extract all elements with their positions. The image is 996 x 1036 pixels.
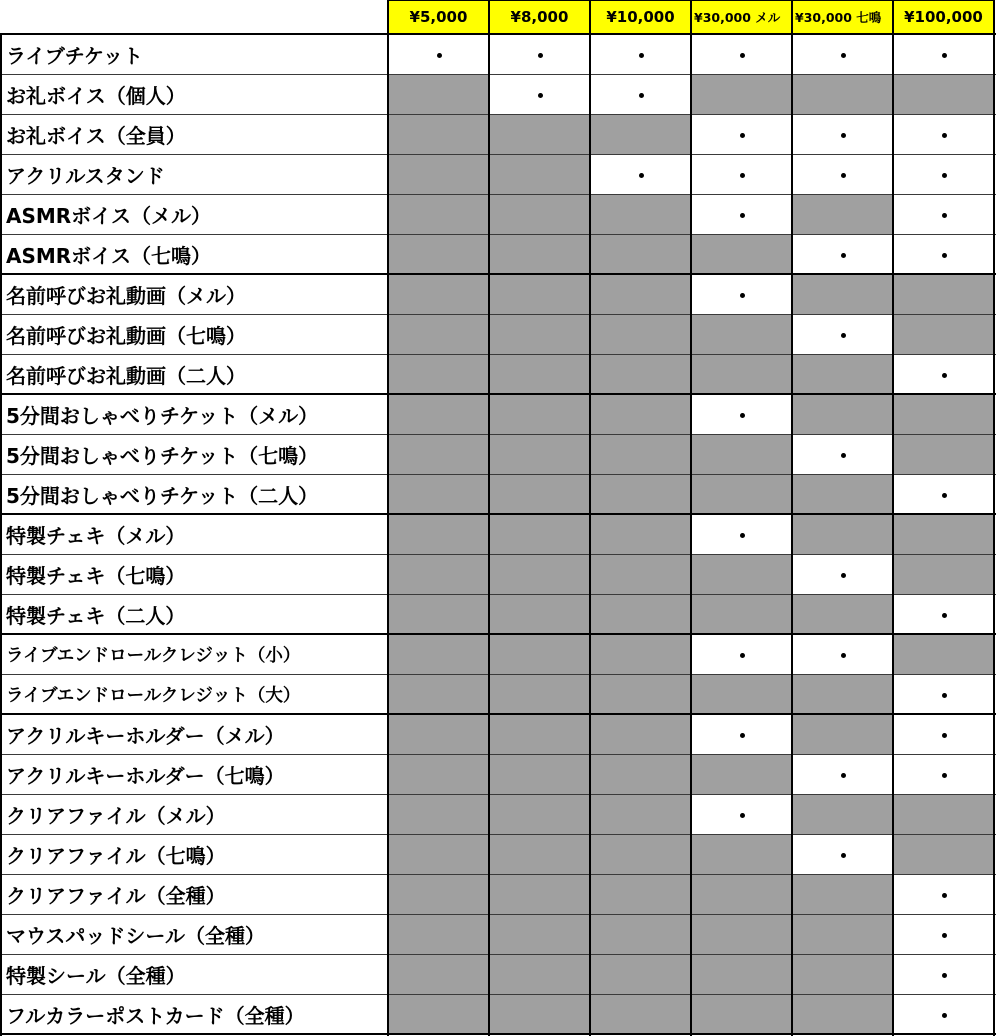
excluded-cell <box>489 354 590 394</box>
row-label-text: 特製チェキ（二人） <box>6 603 186 628</box>
excluded-cell <box>691 834 792 874</box>
included-cell <box>792 634 893 674</box>
included-cell <box>691 274 792 314</box>
column-header-label: ¥100,000 <box>904 8 983 26</box>
excluded-cell <box>590 474 691 514</box>
bullet-icon <box>942 613 947 618</box>
included-cell <box>590 34 691 74</box>
included-cell <box>792 834 893 874</box>
excluded-cell <box>691 474 792 514</box>
row-label-text: お礼ボイス（個人） <box>6 83 186 108</box>
included-cell <box>691 714 792 754</box>
excluded-cell <box>489 474 590 514</box>
excluded-cell <box>590 394 691 434</box>
excluded-cell <box>489 394 590 434</box>
row-divider <box>0 554 996 555</box>
excluded-cell <box>388 834 489 874</box>
row-label <box>0 834 388 874</box>
bullet-icon <box>740 813 745 818</box>
bullet-icon <box>841 253 846 258</box>
row-label-text: 名前呼びお礼動画（メル） <box>6 283 246 308</box>
row-label <box>0 914 388 954</box>
column-divider <box>690 0 692 1036</box>
included-cell <box>893 594 994 634</box>
group-divider <box>0 633 996 635</box>
row-label-text: 5分間おしゃべりチケット（二人） <box>6 483 319 508</box>
bullet-icon <box>841 173 846 178</box>
excluded-cell <box>388 234 489 274</box>
row-divider <box>0 834 996 835</box>
excluded-cell <box>489 314 590 354</box>
row-label-text: マウスパッドシール（全種） <box>6 923 265 948</box>
excluded-cell <box>792 594 893 634</box>
excluded-cell <box>388 514 489 554</box>
bullet-icon <box>740 213 745 218</box>
included-cell <box>893 354 994 394</box>
excluded-cell <box>590 754 691 794</box>
row-label <box>0 794 388 834</box>
row-divider <box>0 914 996 915</box>
row-label-text: 特製シール（全種） <box>6 963 186 988</box>
row-label-text: ライブエンドロールクレジット（大） <box>6 685 301 706</box>
column-header <box>792 0 893 34</box>
included-cell <box>792 34 893 74</box>
included-cell <box>893 114 994 154</box>
excluded-cell <box>691 74 792 114</box>
row-divider <box>0 994 996 995</box>
bullet-icon <box>942 53 947 58</box>
row-label <box>0 114 388 154</box>
row-label <box>0 994 388 1034</box>
row-label <box>0 874 388 914</box>
column-header-label: ¥30,000 七鳴 <box>795 10 882 25</box>
column-divider <box>993 0 995 1036</box>
excluded-cell <box>489 514 590 554</box>
column-divider <box>0 34 2 1036</box>
excluded-cell <box>489 754 590 794</box>
row-label <box>0 194 388 234</box>
bullet-icon <box>639 173 644 178</box>
bullet-icon <box>841 773 846 778</box>
bullet-icon <box>841 453 846 458</box>
included-cell <box>691 794 792 834</box>
included-cell <box>893 994 994 1034</box>
excluded-cell <box>489 634 590 674</box>
excluded-cell <box>590 594 691 634</box>
row-label <box>0 354 388 394</box>
excluded-cell <box>893 514 994 554</box>
excluded-cell <box>388 794 489 834</box>
excluded-cell <box>792 514 893 554</box>
row-label-text: クリアファイル（メル） <box>6 803 226 828</box>
row-label <box>0 514 388 554</box>
excluded-cell <box>590 274 691 314</box>
row-label <box>0 314 388 354</box>
bullet-icon <box>942 733 947 738</box>
excluded-cell <box>388 274 489 314</box>
included-cell <box>691 394 792 434</box>
row-label-text: フルカラーポストカード（全種） <box>6 1003 305 1028</box>
excluded-cell <box>489 874 590 914</box>
excluded-cell <box>489 194 590 234</box>
row-label-text: クリアファイル（全種） <box>6 883 226 908</box>
bullet-icon <box>942 693 947 698</box>
column-divider <box>791 0 793 1036</box>
included-cell <box>893 714 994 754</box>
excluded-cell <box>489 114 590 154</box>
excluded-cell <box>388 874 489 914</box>
included-cell <box>388 34 489 74</box>
column-header-label: ¥5,000 <box>409 8 468 26</box>
row-label-text: お礼ボイス（全員） <box>6 123 186 148</box>
excluded-cell <box>590 314 691 354</box>
column-divider <box>589 0 591 1036</box>
row-label-text: アクリルキーホルダー（七鳴） <box>6 763 285 788</box>
excluded-cell <box>691 674 792 714</box>
row-label <box>0 674 388 714</box>
excluded-cell <box>691 914 792 954</box>
excluded-cell <box>388 554 489 594</box>
included-cell <box>792 114 893 154</box>
excluded-cell <box>691 994 792 1034</box>
included-cell <box>792 554 893 594</box>
row-divider <box>0 114 996 115</box>
excluded-cell <box>792 474 893 514</box>
bullet-icon <box>942 773 947 778</box>
row-divider <box>0 674 996 675</box>
included-cell <box>893 674 994 714</box>
bullet-icon <box>538 53 543 58</box>
excluded-cell <box>388 914 489 954</box>
bullet-icon <box>740 413 745 418</box>
row-label <box>0 554 388 594</box>
excluded-cell <box>691 434 792 474</box>
excluded-cell <box>590 674 691 714</box>
bullet-icon <box>942 373 947 378</box>
bullet-icon <box>740 733 745 738</box>
excluded-cell <box>388 354 489 394</box>
row-label <box>0 154 388 194</box>
excluded-cell <box>691 234 792 274</box>
excluded-cell <box>388 994 489 1034</box>
excluded-cell <box>893 634 994 674</box>
excluded-cell <box>590 874 691 914</box>
excluded-cell <box>489 594 590 634</box>
row-label <box>0 474 388 514</box>
included-cell <box>893 154 994 194</box>
excluded-cell <box>489 954 590 994</box>
column-divider <box>488 0 490 1036</box>
column-header <box>489 0 590 34</box>
excluded-cell <box>388 954 489 994</box>
bullet-icon <box>740 53 745 58</box>
excluded-cell <box>590 634 691 674</box>
excluded-cell <box>489 674 590 714</box>
column-divider <box>387 0 389 1036</box>
excluded-cell <box>691 554 792 594</box>
excluded-cell <box>792 194 893 234</box>
included-cell <box>691 34 792 74</box>
row-divider <box>0 874 996 875</box>
excluded-cell <box>893 434 994 474</box>
excluded-cell <box>590 794 691 834</box>
included-cell <box>590 74 691 114</box>
excluded-cell <box>388 434 489 474</box>
excluded-cell <box>590 434 691 474</box>
excluded-cell <box>893 554 994 594</box>
excluded-cell <box>792 914 893 954</box>
bullet-icon <box>437 53 442 58</box>
excluded-cell <box>388 394 489 434</box>
row-label <box>0 274 388 314</box>
row-label <box>0 594 388 634</box>
row-label <box>0 34 388 74</box>
row-label-text: 名前呼びお礼動画（七鳴） <box>6 323 246 348</box>
excluded-cell <box>893 274 994 314</box>
bullet-icon <box>942 133 947 138</box>
excluded-cell <box>489 994 590 1034</box>
row-label <box>0 714 388 754</box>
column-header <box>388 0 489 34</box>
row-label <box>0 434 388 474</box>
excluded-cell <box>388 114 489 154</box>
excluded-cell <box>792 394 893 434</box>
excluded-cell <box>893 794 994 834</box>
excluded-cell <box>590 914 691 954</box>
row-divider <box>0 314 996 315</box>
row-label <box>0 394 388 434</box>
excluded-cell <box>388 634 489 674</box>
included-cell <box>893 234 994 274</box>
column-header-label: ¥30,000 メル <box>694 10 781 25</box>
excluded-cell <box>388 754 489 794</box>
excluded-cell <box>691 314 792 354</box>
excluded-cell <box>489 554 590 594</box>
row-label-text: ライブエンドロールクレジット（小） <box>6 645 301 666</box>
excluded-cell <box>388 594 489 634</box>
group-divider <box>0 273 996 275</box>
row-label-text: 名前呼びお礼動画（二人） <box>6 363 246 388</box>
row-divider <box>0 794 996 795</box>
bullet-icon <box>740 293 745 298</box>
excluded-cell <box>590 994 691 1034</box>
excluded-cell <box>489 434 590 474</box>
bullet-icon <box>942 213 947 218</box>
row-divider <box>0 474 996 475</box>
excluded-cell <box>590 834 691 874</box>
excluded-cell <box>388 154 489 194</box>
included-cell <box>792 154 893 194</box>
row-label-text: ASMRボイス（メル） <box>6 203 211 228</box>
excluded-cell <box>590 514 691 554</box>
excluded-cell <box>792 714 893 754</box>
excluded-cell <box>489 914 590 954</box>
row-label <box>0 954 388 994</box>
included-cell <box>792 434 893 474</box>
bullet-icon <box>942 173 947 178</box>
excluded-cell <box>590 714 691 754</box>
excluded-cell <box>489 834 590 874</box>
included-cell <box>792 234 893 274</box>
excluded-cell <box>388 74 489 114</box>
included-cell <box>893 754 994 794</box>
row-divider <box>0 354 996 355</box>
row-divider <box>0 434 996 435</box>
bullet-icon <box>942 1013 947 1018</box>
excluded-cell <box>590 354 691 394</box>
row-divider <box>0 594 996 595</box>
excluded-cell <box>590 114 691 154</box>
group-divider <box>0 393 996 395</box>
included-cell <box>691 634 792 674</box>
group-divider <box>0 713 996 715</box>
excluded-cell <box>489 154 590 194</box>
excluded-cell <box>792 674 893 714</box>
bullet-icon <box>740 653 745 658</box>
column-header <box>590 0 691 34</box>
included-cell <box>893 954 994 994</box>
row-label-text: アクリルスタンド <box>6 163 165 188</box>
group-divider <box>0 33 996 35</box>
bullet-icon <box>841 53 846 58</box>
excluded-cell <box>590 234 691 274</box>
excluded-cell <box>489 274 590 314</box>
excluded-cell <box>691 874 792 914</box>
bullet-icon <box>841 133 846 138</box>
included-cell <box>691 114 792 154</box>
row-label-text: ライブチケット <box>6 43 143 68</box>
row-divider <box>0 154 996 155</box>
excluded-cell <box>489 234 590 274</box>
included-cell <box>590 154 691 194</box>
row-label-text: 特製チェキ（メル） <box>6 523 186 548</box>
included-cell <box>691 514 792 554</box>
excluded-cell <box>792 874 893 914</box>
excluded-cell <box>388 674 489 714</box>
excluded-cell <box>489 714 590 754</box>
row-label-text: 5分間おしゃべりチケット（七鳴） <box>6 443 319 468</box>
excluded-cell <box>691 354 792 394</box>
excluded-cell <box>893 394 994 434</box>
excluded-cell <box>893 314 994 354</box>
bullet-icon <box>841 333 846 338</box>
excluded-cell <box>590 194 691 234</box>
excluded-cell <box>691 754 792 794</box>
excluded-cell <box>590 954 691 994</box>
row-label-text: クリアファイル（七鳴） <box>6 843 226 868</box>
excluded-cell <box>792 74 893 114</box>
included-cell <box>792 754 893 794</box>
included-cell <box>792 314 893 354</box>
excluded-cell <box>489 794 590 834</box>
row-divider <box>0 234 996 235</box>
group-divider <box>0 513 996 515</box>
row-label <box>0 754 388 794</box>
header-corner <box>0 0 388 34</box>
excluded-cell <box>792 274 893 314</box>
bullet-icon <box>942 493 947 498</box>
bullet-icon <box>740 173 745 178</box>
excluded-cell <box>388 714 489 754</box>
bullet-icon <box>639 53 644 58</box>
row-divider <box>0 754 996 755</box>
excluded-cell <box>792 354 893 394</box>
bullet-icon <box>740 133 745 138</box>
row-divider <box>0 954 996 955</box>
included-cell <box>691 194 792 234</box>
column-header <box>691 0 792 34</box>
column-header-label: ¥8,000 <box>510 8 569 26</box>
excluded-cell <box>792 994 893 1034</box>
bullet-icon <box>740 533 745 538</box>
bullet-icon <box>942 973 947 978</box>
row-label <box>0 74 388 114</box>
column-divider <box>892 0 894 1036</box>
included-cell <box>489 74 590 114</box>
bullet-icon <box>538 93 543 98</box>
excluded-cell <box>792 954 893 994</box>
excluded-cell <box>388 314 489 354</box>
bullet-icon <box>942 893 947 898</box>
group-divider <box>0 1033 996 1035</box>
bullet-icon <box>841 573 846 578</box>
column-header <box>893 0 994 34</box>
included-cell <box>691 154 792 194</box>
excluded-cell <box>893 74 994 114</box>
included-cell <box>893 474 994 514</box>
excluded-cell <box>893 834 994 874</box>
row-label-text: アクリルキーホルダー（メル） <box>6 723 285 748</box>
included-cell <box>893 34 994 74</box>
included-cell <box>893 194 994 234</box>
excluded-cell <box>691 954 792 994</box>
included-cell <box>893 874 994 914</box>
row-divider <box>0 194 996 195</box>
row-label-text: 特製チェキ（七鳴） <box>6 563 186 588</box>
excluded-cell <box>792 794 893 834</box>
row-label-text: ASMRボイス（七鳴） <box>6 243 211 268</box>
excluded-cell <box>590 554 691 594</box>
excluded-cell <box>388 474 489 514</box>
row-divider <box>0 74 996 75</box>
bullet-icon <box>639 93 644 98</box>
row-label-text: 5分間おしゃべりチケット（メル） <box>6 403 319 428</box>
row-label <box>0 234 388 274</box>
included-cell <box>489 34 590 74</box>
row-label <box>0 634 388 674</box>
excluded-cell <box>388 194 489 234</box>
bullet-icon <box>841 853 846 858</box>
column-header-label: ¥10,000 <box>606 8 675 26</box>
bullet-icon <box>942 933 947 938</box>
included-cell <box>893 914 994 954</box>
excluded-cell <box>691 594 792 634</box>
bullet-icon <box>942 253 947 258</box>
bullet-icon <box>841 653 846 658</box>
